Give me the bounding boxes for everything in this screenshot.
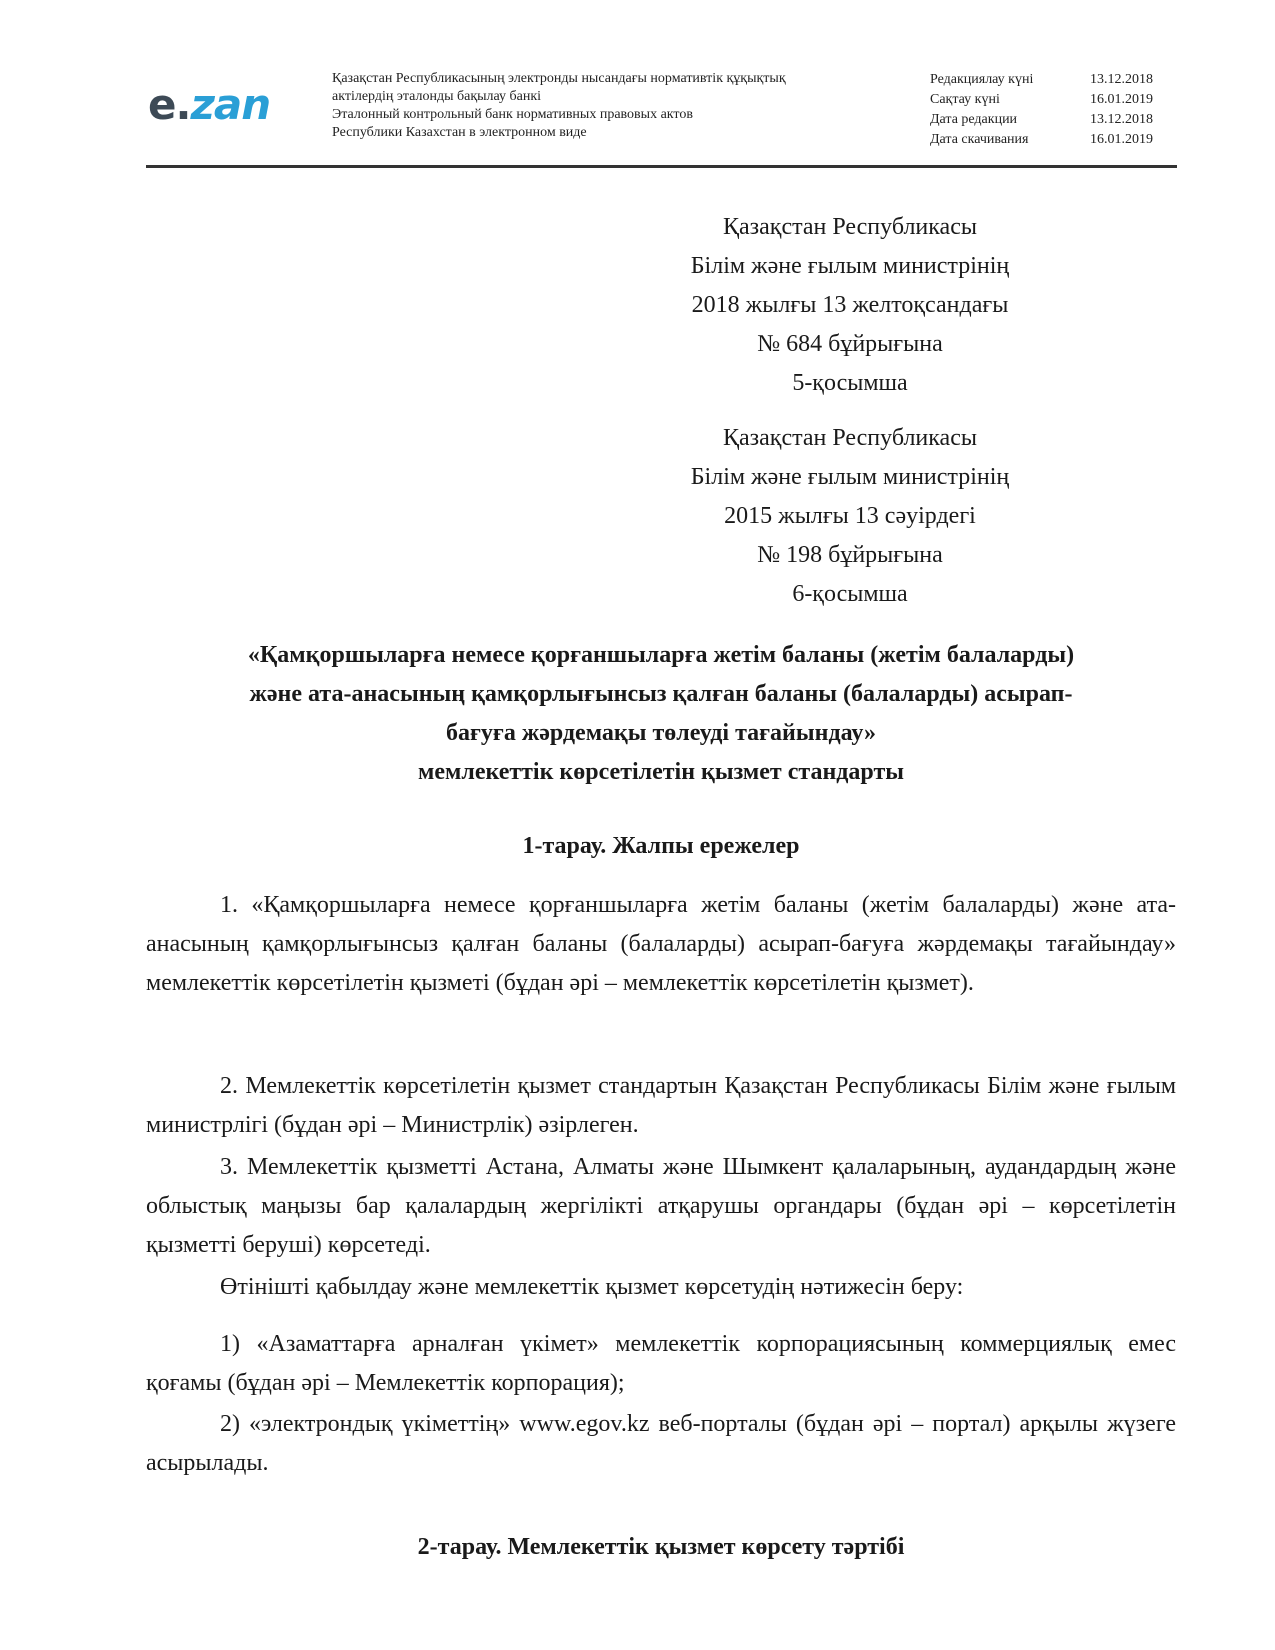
title-line: және ата-анасының қамқорлығынсыз қалған баланы (балаларды) асырап- (249, 681, 1073, 707)
approval-line: № 684 бұйрығына (757, 331, 943, 357)
document-title (146, 636, 1176, 792)
paragraph-6: 2) «электрондық үкіметтің» www.egov.kz веб-порталы (бұдан әрі – портал) арқылы жүзеге асырылады. (146, 1411, 1176, 1476)
approval-block-2015 (640, 419, 1060, 614)
document-header (146, 66, 1176, 164)
header-divider (146, 165, 1177, 168)
title-line: «Қамқоршыларға немесе қорғаншыларға жетім баланы (жетім балаларды) (247, 642, 1075, 668)
date-label: Дата редакции (930, 112, 1018, 127)
date-value: 16.01.2019 (1090, 92, 1153, 107)
logo-part-e: e. (148, 80, 191, 129)
title-line: бағуға жәрдемақы төлеуді тағайындау» (446, 720, 876, 746)
approval-block-2018 (640, 208, 1060, 403)
date-row (930, 70, 1170, 90)
bank-line: Қазақстан Республикасының электронды нысандағы нормативтік құқықтық (332, 71, 786, 86)
date-value: 16.01.2019 (1090, 132, 1153, 147)
approval-line: 2018 жылғы 13 желтоқсандағы (691, 292, 1009, 318)
date-label: Дата скачивания (930, 132, 1029, 147)
approval-line: Қазақстан Республикасы (722, 425, 977, 451)
approval-line: 2015 жылғы 13 сәуірдегі (724, 503, 976, 529)
bank-description (332, 70, 786, 142)
paragraph-2: 2. Мемлекеттік көрсетілетін қызмет стандартын Қазақстан Республикасы Білім және ғылым министрлігі (бұдан әрі – Министрлік) әзірлеген. (146, 1073, 1176, 1138)
paragraph-5: 1) «Азаматтарға арналған үкімет» мемлекеттік корпорациясының коммерциялық емес қоғамы (бұдан әрі – Мемлекеттік корпорация); (146, 1331, 1176, 1396)
paragraph-1: 1. «Қамқоршыларға немесе қорғаншыларға жетім баланы (жетім балаларды) және ата-анасының қамқорлығынсыз қалған баланы (балаларды) асырап-бағуға жәрдемақы тағайындау» мемлекеттік көрсетілетін қызметі (бұдан әрі – мемлекеттік көрсетілетін қызмет). (146, 892, 1176, 996)
document-dates (930, 70, 1170, 150)
approval-line: Қазақстан Республикасы (722, 214, 977, 240)
date-value: 13.12.2018 (1090, 112, 1153, 127)
paragraph-3: 3. Мемлекеттік қызметті Астана, Алматы және Шымкент қалаларының, аудандардың және облыстық маңызы бар қалалардың жергілікті атқарушы органдары (бұдан әрі – көрсетілетін қызметті беруші) көрсетеді. (146, 1154, 1176, 1258)
date-label: Редакциялау күні (930, 72, 1034, 87)
logo-part-zan: zan (190, 80, 271, 129)
approval-line: 6-қосымша (792, 581, 908, 607)
section-heading-1: 1-тарау. Жалпы ережелер (522, 833, 800, 859)
approval-line: № 198 бұйрығына (757, 542, 943, 568)
bank-line: Республики Казахстан в электронном виде (332, 125, 587, 140)
approval-line: Білім және ғылым министрінің (690, 464, 1010, 490)
date-row (930, 130, 1170, 150)
date-row (930, 110, 1170, 130)
date-row (930, 90, 1170, 110)
section-heading-2: 2-тарау. Мемлекеттік қызмет көрсету тәртібі (417, 1534, 905, 1560)
approval-line: 5-қосымша (792, 370, 908, 396)
date-label: Сақтау күні (930, 92, 1000, 107)
date-value: 13.12.2018 (1090, 72, 1153, 87)
bank-line: актілердің эталонды бақылау банкі (332, 89, 542, 104)
approval-line: Білім және ғылым министрінің (690, 253, 1010, 279)
bank-line: Эталонный контрольный банк нормативных правовых актов (332, 107, 693, 122)
paragraph-4: Өтінішті қабылдау және мемлекеттік қызмет көрсетудің нәтижесін беру: (220, 1274, 964, 1300)
title-line: мемлекеттік көрсетілетін қызмет стандарты (418, 759, 904, 785)
ezan-logo (148, 80, 271, 129)
